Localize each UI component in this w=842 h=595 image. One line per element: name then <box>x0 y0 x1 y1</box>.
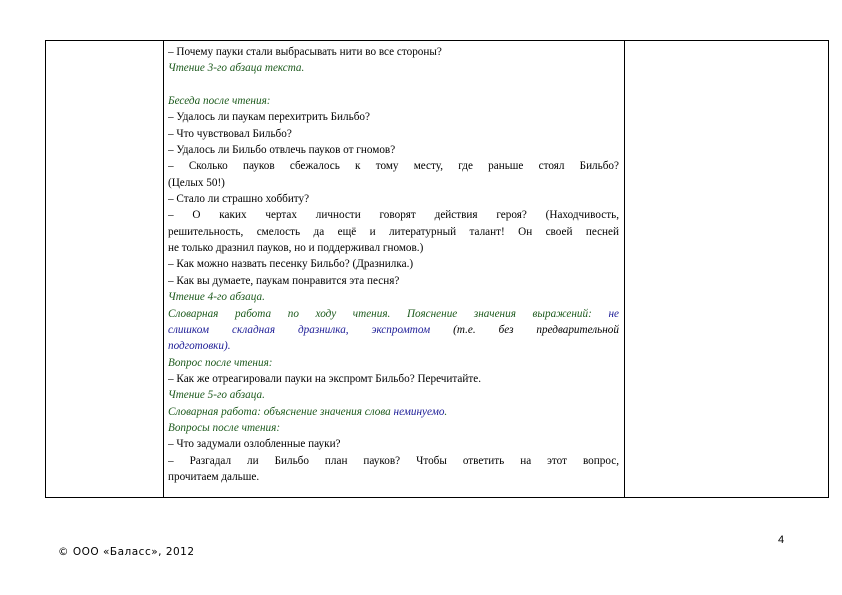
text-line: – Удалось ли Бильбо отвлечь пауков от гномов? <box>168 144 396 157</box>
text-line: – Удалось ли паукам перехитрить Бильбо? <box>168 111 370 124</box>
text-span: . <box>444 405 448 418</box>
text-line: – Сколько пауков сбежалось к тому месту, где раньше стоял Бильбо? <box>168 160 619 173</box>
blank-line <box>168 77 619 93</box>
text-line: не только дразнил пауков, но и поддерживал гномов.) <box>168 242 424 255</box>
text-line: Чтение 4-го абзаца. <box>168 291 265 304</box>
text-line: Чтение 5-го абзаца. <box>168 389 265 402</box>
lesson-content <box>168 44 619 485</box>
text-line: Вопросы после чтения: <box>168 421 281 434</box>
text-span: слишком складная дразнилка, экспромтом <box>168 323 431 336</box>
text-line: решительность, смелость да ещё и литературный талант! Он своей песней <box>168 225 619 238</box>
text-line: – Как можно назвать песенку Бильбо? (Дразнилка.) <box>168 258 414 271</box>
column-divider-1 <box>163 41 164 497</box>
text-line: Беседа после чтения: <box>168 95 271 108</box>
text-line <box>168 306 619 322</box>
text-line <box>168 404 619 420</box>
text-line: – Что задумали озлобленные пауки? <box>168 438 341 451</box>
text-line: подготовки). <box>168 340 231 353</box>
text-line: Вопрос после чтения: <box>168 356 273 369</box>
text-line: – Стало ли страшно хоббиту? <box>168 193 310 206</box>
text-line: (Целых 50!) <box>168 176 225 189</box>
text-span: Словарная работа: объяснение значения слова <box>168 405 391 418</box>
text-span: неминуемо <box>393 405 445 418</box>
column-divider-2 <box>624 41 625 497</box>
text-line: – Что чувствовал Бильбо? <box>168 127 292 140</box>
text-line <box>168 322 619 338</box>
text-line: – Почему пауки стали выбрасывать нити во все стороны? <box>168 46 442 58</box>
text-line: прочитаем дальше. <box>168 470 260 483</box>
page-number: 4 <box>778 534 785 546</box>
text-line: Чтение 3-го абзаца текста. <box>168 62 305 75</box>
text-span: (т.е. без предварительной <box>453 323 619 336</box>
text-line: – О каких чертах личности говорят действия героя? (Находчивость, <box>168 209 619 222</box>
text-span: не <box>608 307 619 320</box>
text-line: – Как вы думаете, паукам понравится эта песня? <box>168 274 400 287</box>
text-line: – Разгадал ли Бильбо план пауков? Чтобы ответить на этот вопрос, <box>168 454 619 467</box>
text-line: – Как же отреагировали пауки на экспромт Бильбо? Перечитайте. <box>168 372 482 385</box>
copyright-footer: © ООО «Баласс», 2012 <box>58 546 195 558</box>
text-span: Словарная работа по ходу чтения. Пояснение значения выражений: <box>168 307 592 320</box>
